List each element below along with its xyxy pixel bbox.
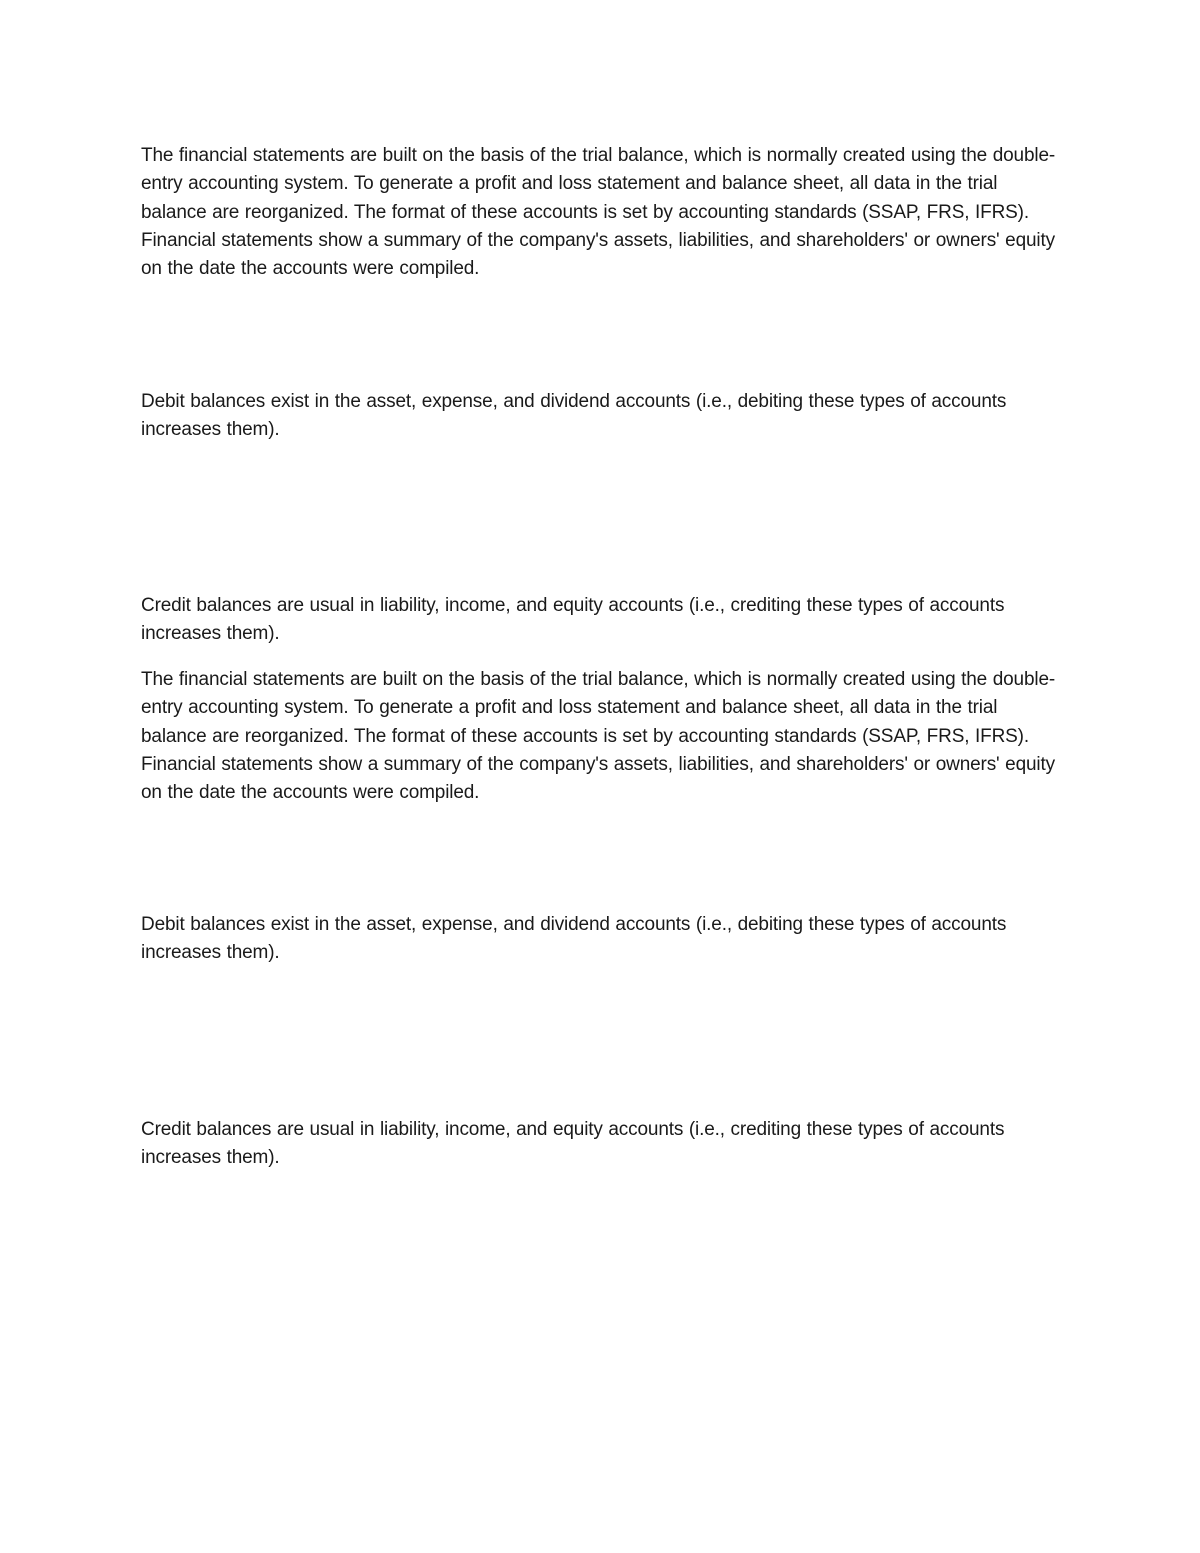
paragraph-financial-statements-repeat: The financial statements are built on the basis of the trial balance, which is normally created using the double-entry accounting system. To generate a profit and loss statement and balance sheet, all data in the trial balance are reorganized. The format of these accounts is set by accounting standards (SSAP, FRS, IFRS). Financial statements show a summary of the company's assets, liabilities, and shareholders' or owners' equity on the date the accounts were compiled.	[141, 669, 1056, 804]
paragraph-credit-balances: Credit balances are usual in liability, income, and equity accounts (i.e., crediting these types of accounts increases them).	[141, 595, 1005, 645]
paragraph-debit-balances: Debit balances exist in the asset, expense, and dividend accounts (i.e., debiting these types of accounts increases them).	[141, 391, 1007, 441]
paragraph-credit-balances-repeat: Credit balances are usual in liability, income, and equity accounts (i.e., crediting these types of accounts increases them).	[141, 1119, 1005, 1169]
paragraph-debit-balances-repeat: Debit balances exist in the asset, expense, and dividend accounts (i.e., debiting these types of accounts increases them).	[141, 914, 1007, 964]
paragraph-financial-statements: The financial statements are built on the basis of the trial balance, which is normally created using the double-entry accounting system. To generate a profit and loss statement and balance sheet, all data in the trial balance are reorganized. The format of these accounts is set by accounting standards (SSAP, FRS, IFRS). Financial statements show a summary of the company's assets, liabilities, and shareholders' or owners' equity on the date the accounts were compiled.	[141, 145, 1056, 280]
